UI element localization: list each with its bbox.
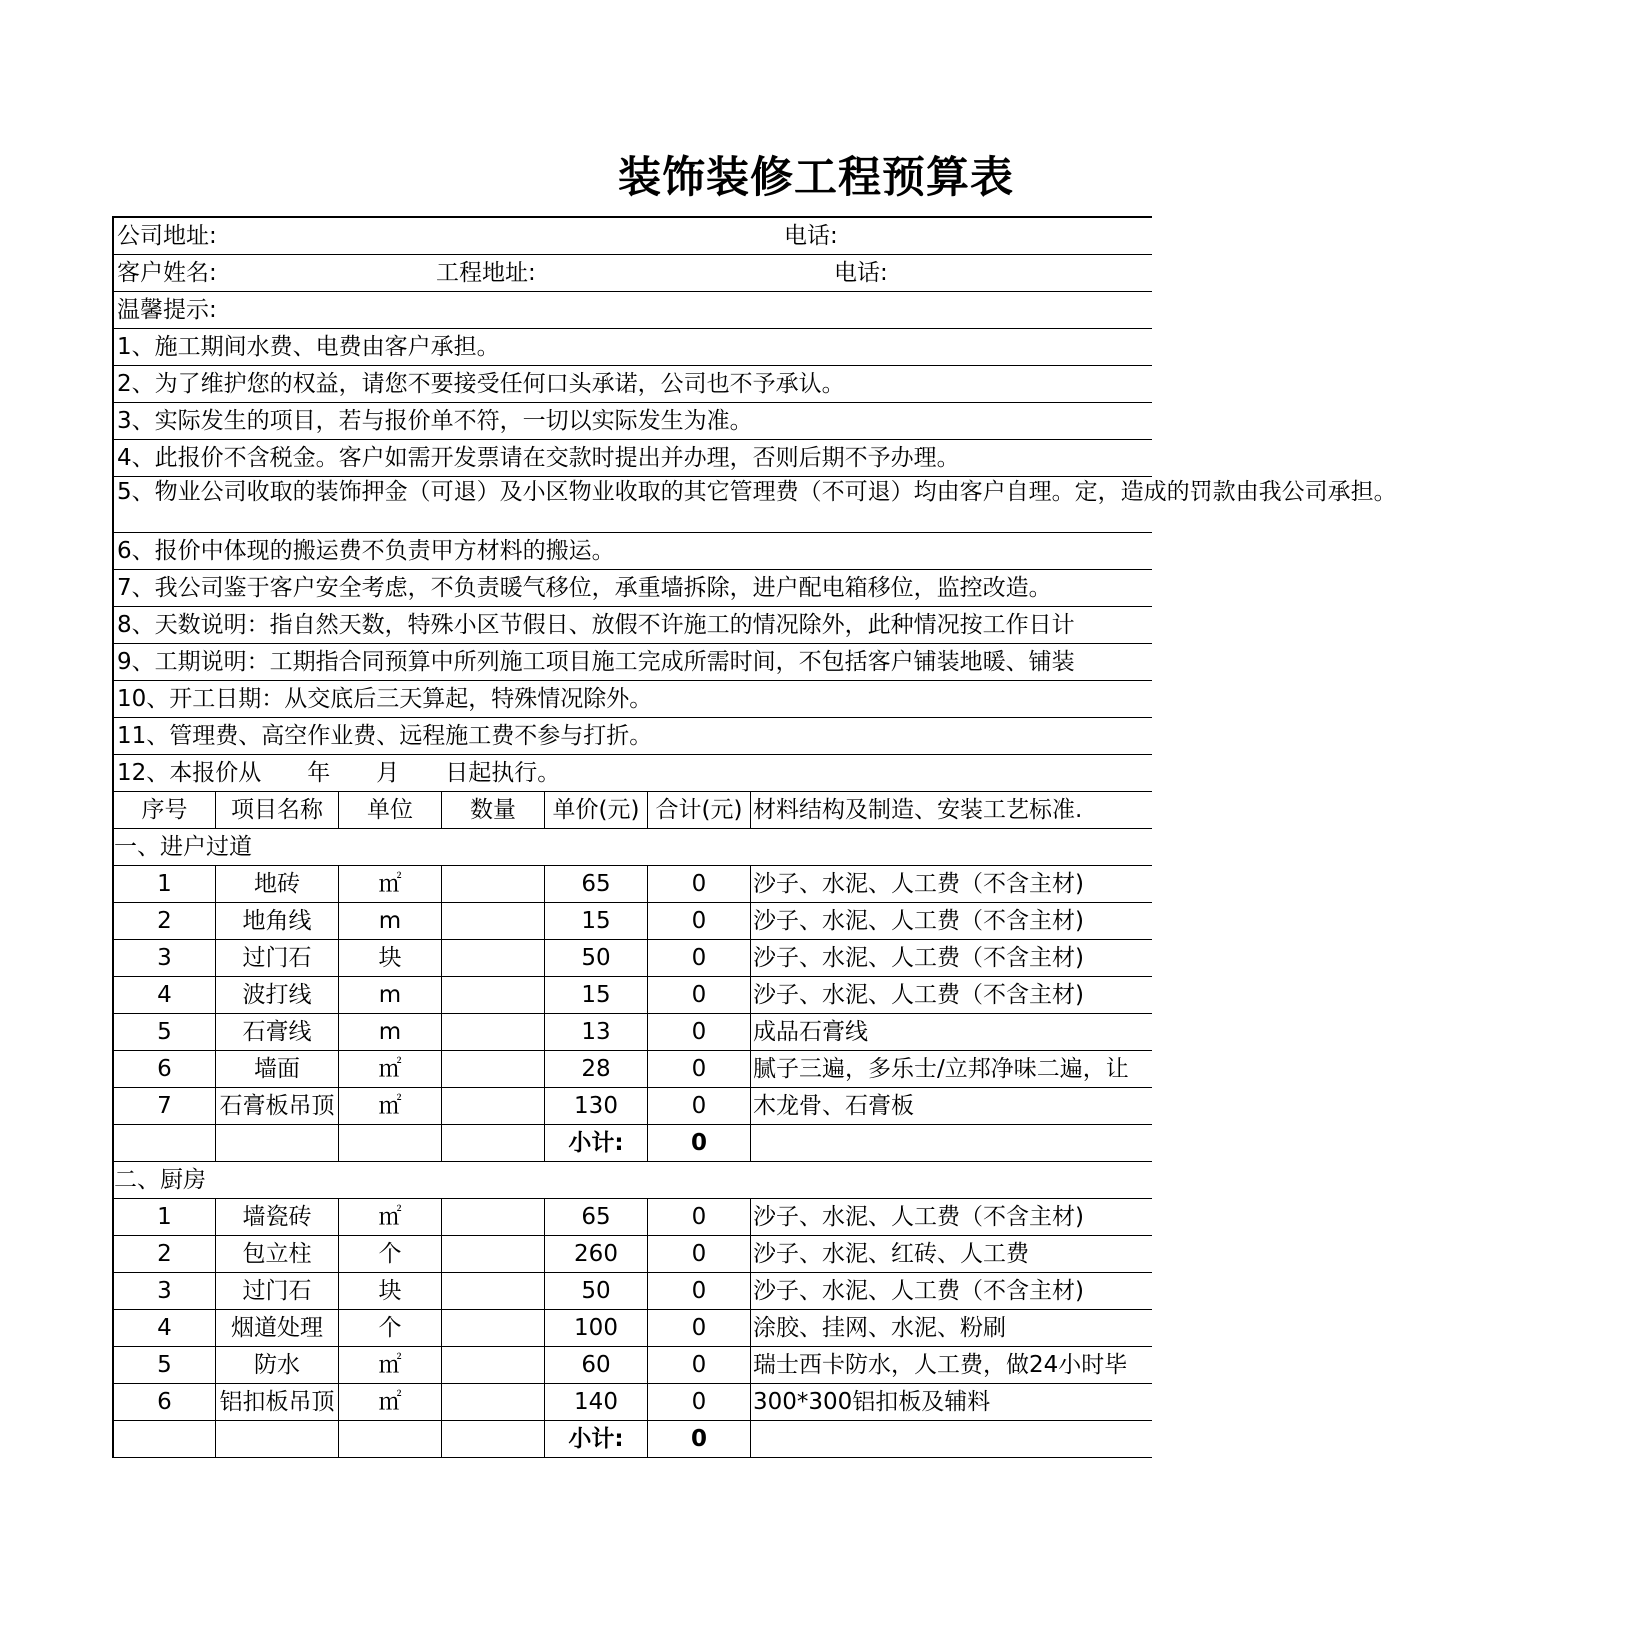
note-text: 4、此报价不含税金。客户如需开发票请在交款时提出并办理，否则后期不予办理。 (117, 445, 960, 471)
table-cell[interactable] (442, 1236, 545, 1272)
table-cell: ㎡ (339, 1051, 442, 1087)
table-cell: 沙子、水泥、人工费（不含主材) (753, 1278, 1084, 1304)
table-cell: 地角线 (216, 903, 339, 939)
subtotal-label: 小计: (545, 1125, 648, 1161)
customer-phone-label: 电话: (834, 260, 888, 286)
table-cell: 65 (545, 1199, 648, 1235)
section-title: 二、厨房 (114, 1167, 206, 1193)
table-cell: 沙子、水泥、红砖、人工费 (753, 1241, 1029, 1267)
empty-cell (114, 1421, 216, 1457)
note-text: 5、物业公司收取的装饰押金（可退）及小区物业收取的其它管理费（不可退）均由客户自理。定，造成的罚款由我公司承担。 (117, 479, 1397, 505)
table-cell: 5 (114, 1014, 216, 1050)
company-row (114, 218, 1152, 255)
table-cell: 100 (545, 1310, 648, 1346)
note-row (114, 644, 1152, 681)
table-cell: 4 (114, 977, 216, 1013)
column-header-row (114, 792, 1152, 829)
column-header: 项目名称 (216, 792, 339, 828)
table-cell: 0 (648, 977, 751, 1013)
empty-cell (216, 1125, 339, 1161)
table-cell[interactable] (442, 1273, 545, 1309)
note-row (114, 681, 1152, 718)
table-cell: 13 (545, 1014, 648, 1050)
table-cell: 65 (545, 866, 648, 902)
table-cell: 石膏板吊顶 (216, 1088, 339, 1124)
table-cell: 300*300铝扣板及辅料 (753, 1389, 991, 1415)
table-cell: 石膏线 (216, 1014, 339, 1050)
note-text: 9、工期说明：工期指合同预算中所列施工项目施工完成所需时间，不包括客户铺装地暖、铺装 (117, 649, 1075, 675)
table-row (114, 1051, 1152, 1088)
notes-title-row (114, 292, 1152, 329)
table-cell: 7 (114, 1088, 216, 1124)
note-row (114, 329, 1152, 366)
table-cell: 包立柱 (216, 1236, 339, 1272)
table-cell: 6 (114, 1051, 216, 1087)
table-cell: 60 (545, 1347, 648, 1383)
table-cell: 0 (648, 1051, 751, 1087)
note-row (114, 755, 1152, 792)
table-cell: 个 (339, 1310, 442, 1346)
table-cell: 波打线 (216, 977, 339, 1013)
table-row (114, 940, 1152, 977)
table-cell: 墙面 (216, 1051, 339, 1087)
table-cell[interactable] (442, 866, 545, 902)
table-cell: 5 (114, 1347, 216, 1383)
table-cell: 140 (545, 1384, 648, 1420)
table-row (114, 1088, 1152, 1125)
table-cell: ㎡ (339, 1384, 442, 1420)
table-cell: 1 (114, 866, 216, 902)
table-cell: 铝扣板吊顶 (216, 1384, 339, 1420)
table-cell[interactable] (442, 1199, 545, 1235)
table-cell: 沙子、水泥、人工费（不含主材) (753, 945, 1084, 971)
empty-cell (339, 1125, 442, 1161)
table-cell: ㎡ (339, 1199, 442, 1235)
table-cell: 烟道处理 (216, 1310, 339, 1346)
note-text: 10、开工日期：从交底后三天算起，特殊情况除外。 (117, 686, 653, 712)
table-cell: 沙子、水泥、人工费（不含主材) (753, 1204, 1084, 1230)
table-cell: 块 (339, 1273, 442, 1309)
note-row (114, 403, 1152, 440)
table-row (114, 903, 1152, 940)
table-cell: 墙瓷砖 (216, 1199, 339, 1235)
budget-sheet (112, 216, 1397, 1458)
table-cell[interactable] (442, 1051, 545, 1087)
note-row (114, 533, 1152, 570)
section-header-row (114, 1162, 1152, 1199)
note-text: 2、为了维护您的权益，请您不要接受任何口头承诺，公司也不予承认。 (117, 371, 845, 397)
table-cell: 0 (648, 1347, 751, 1383)
table-row (114, 866, 1152, 903)
empty-cell (442, 1421, 545, 1457)
subtotal-row (114, 1421, 1152, 1458)
project-address-label: 工程地址: (436, 260, 536, 286)
column-header: 合计(元) (648, 792, 751, 828)
note-row (114, 440, 1152, 477)
section-title: 一、进户过道 (114, 834, 252, 860)
table-cell: 沙子、水泥、人工费（不含主材) (753, 982, 1084, 1008)
table-row (114, 1347, 1152, 1384)
table-cell: ㎡ (339, 866, 442, 902)
table-cell: 50 (545, 940, 648, 976)
table-cell: ㎡ (339, 1088, 442, 1124)
note-text: 6、报价中体现的搬运费不负责甲方材料的搬运。 (117, 538, 615, 564)
table-cell: 260 (545, 1236, 648, 1272)
table-cell: 个 (339, 1236, 442, 1272)
table-cell[interactable] (442, 1347, 545, 1383)
section-header-row (114, 829, 1152, 866)
table-cell: 0 (648, 866, 751, 902)
company-address-label: 公司地址: (117, 223, 217, 249)
table-cell: 地砖 (216, 866, 339, 902)
note-text: 11、管理费、高空作业费、远程施工费不参与打折。 (117, 723, 653, 749)
customer-name-label: 客户姓名: (117, 260, 217, 286)
table-cell: 0 (648, 1236, 751, 1272)
table-cell: 腻子三遍，多乐士/立邦净味二遍，让 (753, 1056, 1129, 1082)
table-cell[interactable] (442, 940, 545, 976)
empty-cell (751, 1421, 1151, 1457)
note-row (114, 366, 1152, 403)
table-cell: 防水 (216, 1347, 339, 1383)
note-text: 8、天数说明：指自然天数，特殊小区节假日、放假不许施工的情况除外，此种情况按工作日计 (117, 612, 1075, 638)
table-cell: 0 (648, 1199, 751, 1235)
table-cell: 4 (114, 1310, 216, 1346)
table-cell: 0 (648, 940, 751, 976)
table-cell: m (339, 977, 442, 1013)
table-cell[interactable] (442, 1310, 545, 1346)
table-cell: 2 (114, 1236, 216, 1272)
table-row (114, 1384, 1152, 1421)
table-cell: 3 (114, 1273, 216, 1309)
table-cell: 块 (339, 940, 442, 976)
table-cell: 涂胶、挂网、水泥、粉刷 (753, 1315, 1006, 1341)
table-cell: m (339, 903, 442, 939)
table-row (114, 1199, 1152, 1236)
note-text: 1、施工期间水费、电费由客户承担。 (117, 334, 500, 360)
note-text: 3、实际发生的项目，若与报价单不符，一切以实际发生为准。 (117, 408, 753, 434)
table-row (114, 1236, 1152, 1273)
table-cell: 1 (114, 1199, 216, 1235)
table-cell[interactable] (442, 903, 545, 939)
note-row (114, 477, 1397, 533)
column-header: 单位 (339, 792, 442, 828)
table-cell: 木龙骨、石膏板 (753, 1093, 914, 1119)
table-cell: m (339, 1014, 442, 1050)
table-row (114, 1310, 1152, 1347)
table-row (114, 977, 1152, 1014)
table-cell: 2 (114, 903, 216, 939)
empty-cell (216, 1421, 339, 1457)
table-cell: 成品石膏线 (753, 1019, 868, 1045)
table-cell: 50 (545, 1273, 648, 1309)
empty-cell (751, 1125, 1151, 1161)
subtotal-row (114, 1125, 1152, 1162)
table-cell[interactable] (442, 1088, 545, 1124)
table-cell: 瑞士西卡防水，人工费，做24小时毕 (753, 1352, 1128, 1378)
column-header: 材料结构及制造、安装工艺标准. (753, 797, 1083, 823)
note-row (114, 718, 1152, 755)
column-header: 单价(元) (545, 792, 648, 828)
table-cell: 0 (648, 903, 751, 939)
table-cell: 15 (545, 903, 648, 939)
table-row (114, 1014, 1152, 1051)
note-text: 12、本报价从 年 月 日起执行。 (117, 760, 561, 786)
customer-row (114, 255, 1152, 292)
table-row (114, 1273, 1152, 1310)
table-cell[interactable] (442, 1014, 545, 1050)
column-header: 数量 (442, 792, 545, 828)
table-cell: 130 (545, 1088, 648, 1124)
table-cell: 6 (114, 1384, 216, 1420)
notes-title: 温馨提示: (117, 297, 217, 323)
table-cell: 沙子、水泥、人工费（不含主材) (753, 908, 1084, 934)
note-row (114, 607, 1152, 644)
empty-cell (339, 1421, 442, 1457)
table-cell: 28 (545, 1051, 648, 1087)
table-cell[interactable] (442, 977, 545, 1013)
company-phone-label: 电话: (784, 223, 838, 249)
empty-cell (114, 1125, 216, 1161)
table-cell: 沙子、水泥、人工费（不含主材) (753, 871, 1084, 897)
table-cell: 0 (648, 1014, 751, 1050)
subtotal-label: 小计: (545, 1421, 648, 1457)
table-cell: 0 (648, 1310, 751, 1346)
column-header: 序号 (114, 792, 216, 828)
table-cell: 15 (545, 977, 648, 1013)
page-title: 装饰装修工程预算表 (618, 153, 1014, 203)
note-text: 7、我公司鉴于客户安全考虑，不负责暖气移位，承重墙拆除，进户配电箱移位，监控改造。 (117, 575, 1052, 601)
table-cell: 0 (648, 1088, 751, 1124)
table-cell[interactable] (442, 1384, 545, 1420)
subtotal-value: 0 (648, 1125, 751, 1161)
table-cell: 0 (648, 1384, 751, 1420)
note-row (114, 570, 1152, 607)
table-cell: 0 (648, 1273, 751, 1309)
table-cell: 过门石 (216, 940, 339, 976)
subtotal-value: 0 (648, 1421, 751, 1457)
table-cell: 过门石 (216, 1273, 339, 1309)
table-cell: 3 (114, 940, 216, 976)
table-cell: ㎡ (339, 1347, 442, 1383)
empty-cell (442, 1125, 545, 1161)
